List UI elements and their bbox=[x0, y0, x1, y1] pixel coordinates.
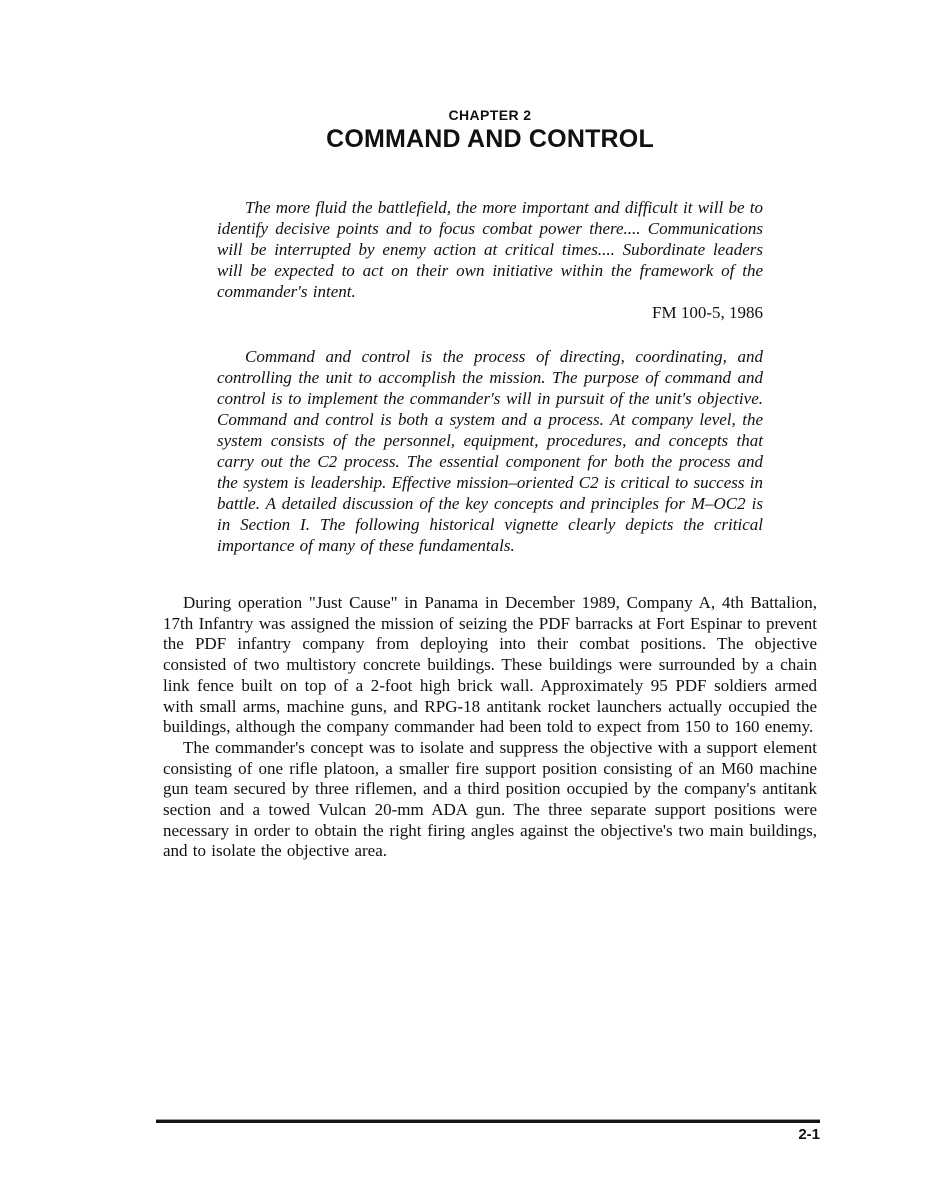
epigraph-block bbox=[217, 197, 763, 556]
epigraph-text: The more fluid the battlefield, the more important and difficult it will be to identify decisive points and to focus combat power there.... Communications will be interrupted by enemy action at critical times.... Subordinate leaders will be expected to act on their own initiative within the framework of the commander's intent. bbox=[217, 198, 763, 301]
page-number: 2-1 bbox=[798, 1126, 820, 1143]
chapter-label: CHAPTER 2 bbox=[448, 107, 532, 123]
page-title: COMMAND AND CONTROL bbox=[326, 125, 654, 153]
epigraph-attribution: FM 100-5, 1986 bbox=[652, 303, 763, 322]
body-paragraph-1: During operation "Just Cause" in Panama in December 1989, Company A, 4th Battalion, 17th Infantry was assigned the mission of seizing the PDF barracks at Fort Espinar to prevent the PDF infantry company from deploying into their combat positions. The objective consisted of two multistory concrete buildings. These buildings were surrounded by a chain link fence built on top of a 2-foot high brick wall. Approximately 95 PDF soldiers armed with small arms, machine guns, and RPG-18 antitank rocket launchers actually occupied the buildings, although the company commander had been told to expect from 150 to 160 enemy. bbox=[163, 593, 817, 737]
lead-paragraph: Command and control is the process of directing, coordinating, and controlling the unit to accomplish the mission. The purpose of command and control is to implement the commander's will in pursuit of the unit's objective. Command and control is both a system and a process. At company level, the system consists of the personnel, equipment, procedures, and concepts that carry out the C2 process. The essential component for both the process and the system is leadership. Effective mission–oriented C2 is critical to success in battle. A detailed discussion of the key concepts and principles for M–OC2 is in Section I. The following historical vignette clearly depicts the critical importance of many of these fundamentals. bbox=[217, 347, 763, 555]
footer-rule bbox=[156, 1119, 820, 1123]
body-text bbox=[163, 593, 817, 862]
body-paragraph-2: The commander's concept was to isolate and suppress the objective with a support element consisting of one rifle platoon, a smaller fire support position consisting of an M60 machine gun team secured by three riflemen, and a third position occupied by the company's antitank section and a towed Vulcan 20-mm ADA gun. The three separate support positions were necessary in order to obtain the right firing angles against the objective's two main buildings, and to isolate the objective area. bbox=[163, 737, 817, 861]
chapter-heading bbox=[163, 107, 817, 152]
